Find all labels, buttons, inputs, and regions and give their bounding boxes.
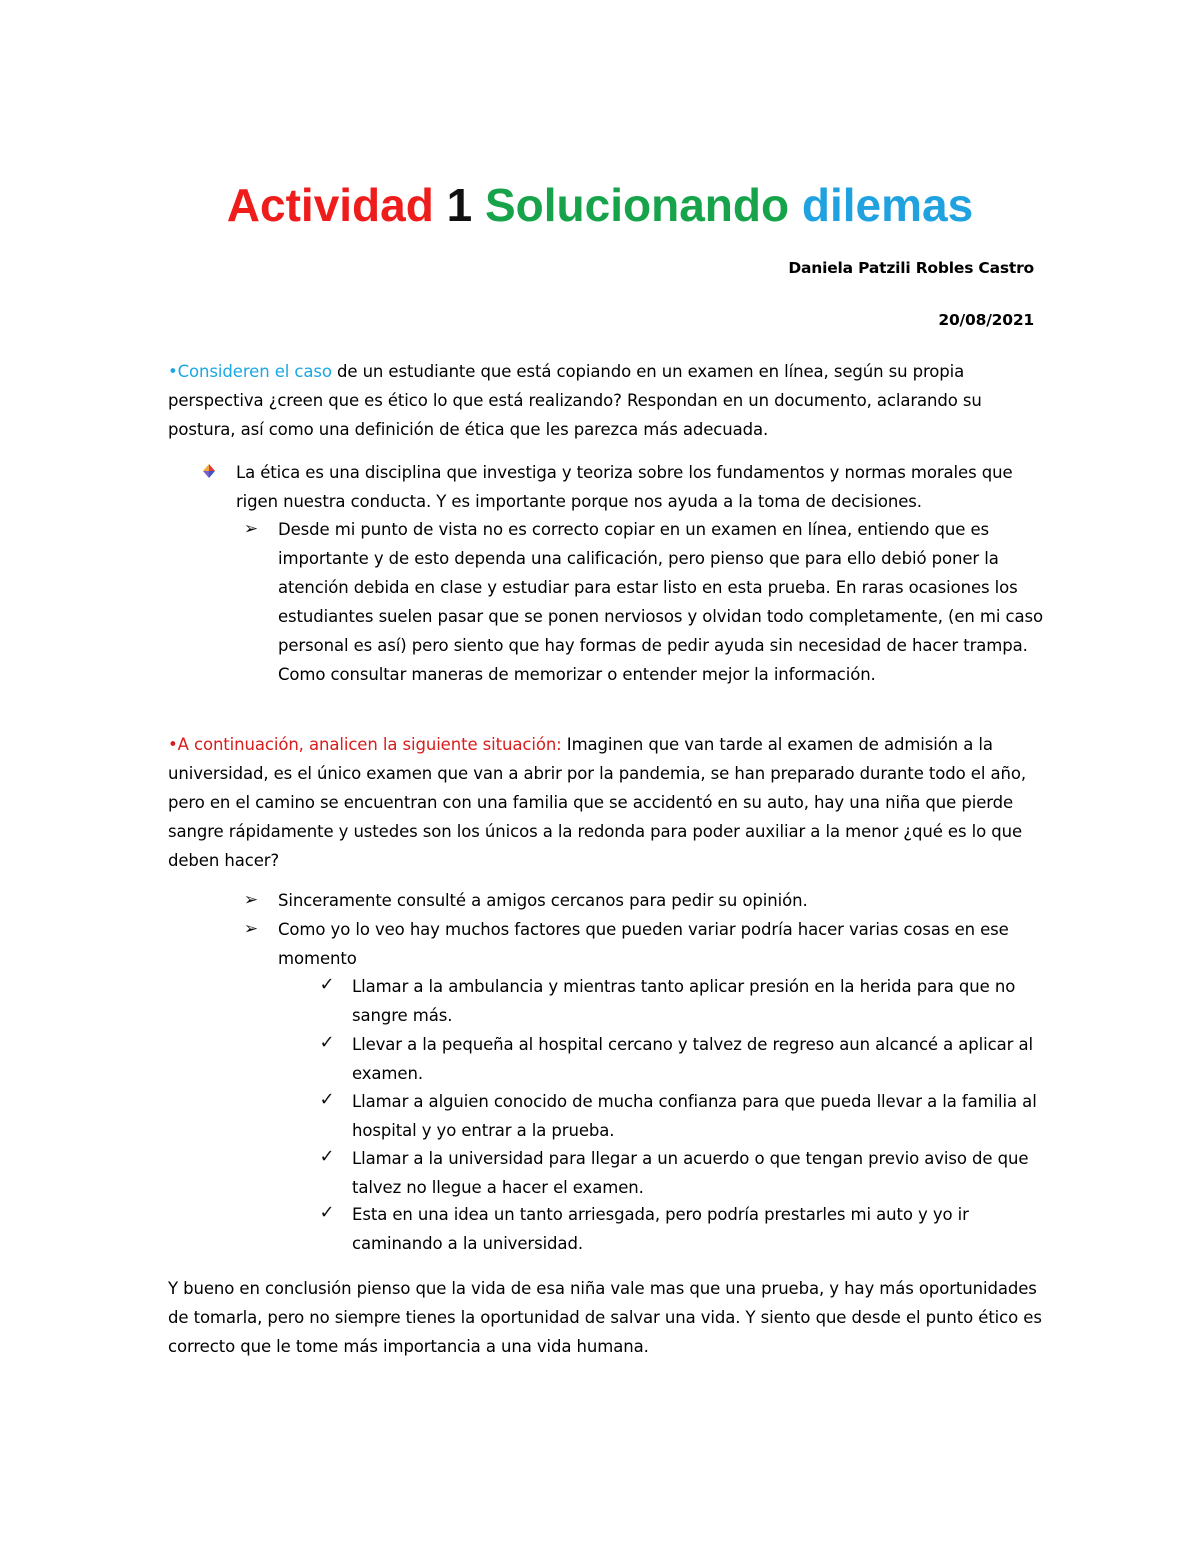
checkmark-icon: ✓ xyxy=(319,1032,335,1053)
author-name: Daniela Patzili Robles Castro xyxy=(788,259,1034,277)
option-text: Llamar a alguien conocido de mucha confianza para que pueda llevar a la familia al hospital y yo entrar a la prueba. xyxy=(352,1092,1037,1140)
title-number: 1 xyxy=(446,179,473,231)
arrow-bullet-icon: ➢ xyxy=(243,519,259,539)
checkmark-icon: ✓ xyxy=(319,1146,335,1167)
question-1-text: de un estudiante que está copiando en un examen en línea, según su propia perspectiva ¿creen que es ético lo que está realizando? Respondan en un documento, aclarando su postura, así como una definición de ética que les parezca más adecuada. xyxy=(168,362,982,439)
answer-2-point-1: Sinceramente consulté a amigos cercanos para pedir su opinión. xyxy=(278,891,808,910)
document-title xyxy=(0,172,1200,238)
arrow-bullet-icon: ➢ xyxy=(243,919,259,939)
diamond-bullet-icon xyxy=(200,463,218,481)
conclusion: Y bueno en conclusión pienso que la vida de esa niña vale mas que una prueba, y hay más oportunidades de tomarla, pero no siempre tienes la oportunidad de salvar una vida. Y siento que desde el punto ético es correcto que le tome más importancia a una vida humana. xyxy=(168,1279,1042,1356)
option-text: Esta en una idea un tanto arriesgada, pero podría prestarles mi auto y yo ir caminando a la universidad. xyxy=(352,1205,969,1253)
document-date: 20/08/2021 xyxy=(938,311,1034,329)
checkmark-icon: ✓ xyxy=(319,974,335,995)
arrow-bullet-icon: ➢ xyxy=(243,890,259,910)
question-2-bullet: • xyxy=(168,735,178,754)
checkmark-icon: ✓ xyxy=(319,1089,335,1110)
answer-1-definition: La ética es una disciplina que investiga y teoriza sobre los fundamentos y normas morales que rigen nuestra conducta. Y es importante porque nos ayuda a la toma de decisiones. xyxy=(236,463,1013,511)
option-text: Llamar a la universidad para llegar a un acuerdo o que tengan previo aviso de que talvez no llegue a hacer el examen. xyxy=(352,1149,1029,1197)
option-text: Llamar a la ambulancia y mientras tanto aplicar presión en la herida para que no sangre más. xyxy=(352,977,1016,1025)
title-word-solucionando: Solucionando xyxy=(485,179,790,231)
title-word-actividad: Actividad xyxy=(226,179,434,231)
question-1-bullet: • xyxy=(168,362,178,381)
question-2 xyxy=(168,730,1048,875)
answer-1-opinion: Desde mi punto de vista no es correcto copiar en un examen en línea, entiendo que es importante y de esto dependa una calificación, pero pienso que para ello debió poner la atención debida en clase y estudiar para estar listo en esta prueba. En raras ocasiones los estudiantes suelen pasar que se ponen nerviosos y olvidan todo completamente, (en mi caso personal es así) pero siento que hay formas de pedir ayuda sin necesidad de hacer trampa. Como consultar maneras de memorizar o entender mejor la información. xyxy=(278,520,1043,684)
question-1-highlight: Consideren el caso xyxy=(177,362,332,381)
checkmark-icon: ✓ xyxy=(319,1202,335,1223)
option-text: Llevar a la pequeña al hospital cercano y talvez de regreso aun alcancé a aplicar al examen. xyxy=(352,1035,1033,1083)
question-1 xyxy=(168,357,1048,444)
title-word-dilemas: dilemas xyxy=(801,179,974,231)
answer-2-point-2: Como yo lo veo hay muchos factores que pueden variar podría hacer varias cosas en ese momento xyxy=(278,920,1009,968)
question-2-text: Imaginen que van tarde al examen de admisión a la universidad, es el único examen que van a abrir por la pandemia, se han preparado durante todo el año, pero en el camino se encuentran con una familia que se accidentó en su auto, hay una niña que pierde sangre rápidamente y ustedes son los únicos a la redonda para poder auxiliar a la menor ¿qué es lo que deben hacer? xyxy=(168,735,1027,870)
question-2-highlight: A continuación, analicen la siguiente situación: xyxy=(177,735,562,754)
